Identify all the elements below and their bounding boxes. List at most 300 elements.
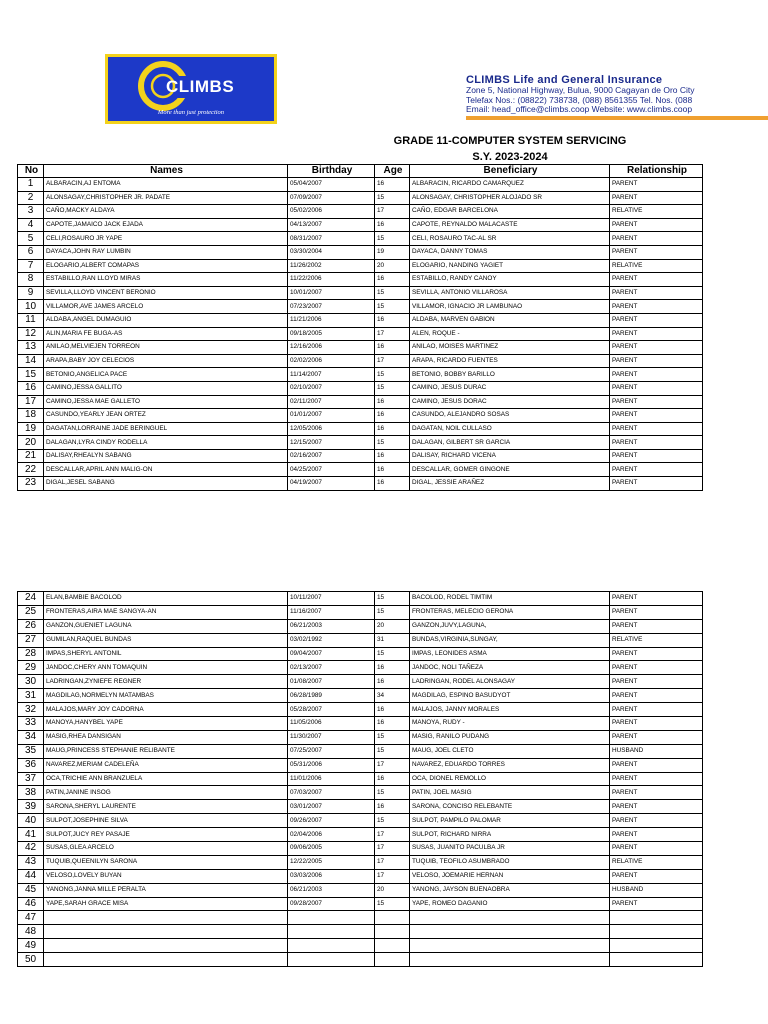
cell-birthday: 10/11/2007 <box>288 592 375 606</box>
cell-beneficiary: LADRINGAN, RODEL ALONSAGAY <box>410 675 610 689</box>
table-row <box>18 245 703 259</box>
logo-wordmark: CLIMBS <box>166 77 235 96</box>
cell-name: CAMINO,JESSA GALLITO <box>44 381 288 395</box>
cell-age: 15 <box>375 605 410 619</box>
cell-relationship: RELATIVE <box>610 855 703 869</box>
cell-name: YAPE,SARAH GRACE MISA <box>44 897 288 911</box>
cell-beneficiary: ALDABA, MARVEN GABION <box>410 313 610 327</box>
table-row <box>18 341 703 355</box>
cell-no: 47 <box>18 911 44 925</box>
cell-age: 17 <box>375 842 410 856</box>
cell-no: 36 <box>18 758 44 772</box>
cell-relationship: RELATIVE <box>610 259 703 273</box>
cell-no: 39 <box>18 800 44 814</box>
table-row <box>18 205 703 219</box>
cell-birthday: 11/16/2007 <box>288 605 375 619</box>
cell-name: CAÑO,MACKY ALDAYA <box>44 205 288 219</box>
cell-name: MANOYA,HANYBEL YAPE <box>44 717 288 731</box>
cell-no: 8 <box>18 273 44 287</box>
cell-age: 17 <box>375 354 410 368</box>
table-row <box>18 477 703 491</box>
cell-birthday: 07/23/2007 <box>288 300 375 314</box>
cell-age: 15 <box>375 730 410 744</box>
cell-beneficiary: ANILAO, MOISES MARTINEZ <box>410 341 610 355</box>
cell-beneficiary: CAMINO, JESUS DORAC <box>410 395 610 409</box>
cell-no: 42 <box>18 842 44 856</box>
cell-name: SULPOT,JOSEPHINE SILVA <box>44 814 288 828</box>
table-row <box>18 897 703 911</box>
cell-name: PATIN,JANINE INSOG <box>44 786 288 800</box>
cell-birthday: 01/01/2007 <box>288 409 375 423</box>
cell-birthday: 07/03/2007 <box>288 786 375 800</box>
cell-beneficiary: SUSAS, JUANITO PACULBA JR <box>410 842 610 856</box>
table-row <box>18 286 703 300</box>
cell-name: IMPAS,SHERYL ANTONIL <box>44 647 288 661</box>
table-row <box>18 422 703 436</box>
cell-relationship: PARENT <box>610 273 703 287</box>
cell-birthday: 07/09/2007 <box>288 191 375 205</box>
cell-beneficiary: SULPOT, PAMPILO PALOMAR <box>410 814 610 828</box>
cell-birthday: 11/01/2006 <box>288 772 375 786</box>
cell-beneficiary: DALAGAN, GILBERT SR GARCIA <box>410 436 610 450</box>
cell-beneficiary: ESTABILLO, RANDY CANOY <box>410 273 610 287</box>
cell-beneficiary: OCA, DIONEL REMOLLO <box>410 772 610 786</box>
table-row <box>18 354 703 368</box>
header-names: Names <box>44 165 288 178</box>
table-row <box>18 592 703 606</box>
cell-birthday: 02/16/2007 <box>288 449 375 463</box>
cell-birthday: 01/08/2007 <box>288 675 375 689</box>
cell-name: MAUG,PRINCESS STEPHANIE RELIBANTE <box>44 744 288 758</box>
school-year: S.Y. 2023-2024 <box>472 151 548 163</box>
cell-relationship: PARENT <box>610 730 703 744</box>
cell-birthday: 12/05/2006 <box>288 422 375 436</box>
cell-name: GUMILAN,RAQUEL BUNDAS <box>44 633 288 647</box>
table-row <box>18 786 703 800</box>
header-rule <box>466 116 768 120</box>
cell-no: 45 <box>18 883 44 897</box>
cell-age: 15 <box>375 436 410 450</box>
table-row <box>18 178 703 192</box>
cell-relationship: PARENT <box>610 409 703 423</box>
cell-name: SULPOT,JUCY REY PASAJE <box>44 828 288 842</box>
cell-no: 23 <box>18 477 44 491</box>
cell-beneficiary: CASUNDO, ALEJANDRO SOSAS <box>410 409 610 423</box>
cell-birthday: 11/30/2007 <box>288 730 375 744</box>
cell-age: 15 <box>375 897 410 911</box>
cell-no: 14 <box>18 354 44 368</box>
roster-table-page-2 <box>17 591 703 967</box>
cell-name: ALDABA,ANGEL DUMAGUIO <box>44 313 288 327</box>
cell-age: 16 <box>375 477 410 491</box>
cell-beneficiary: MASIG, RANILO PUDANG <box>410 730 610 744</box>
cell-no: 31 <box>18 689 44 703</box>
cell-beneficiary: FRONTERAS, MELECIO GERONA <box>410 605 610 619</box>
cell-name <box>44 939 288 953</box>
cell-relationship: PARENT <box>610 300 703 314</box>
cell-age: 16 <box>375 273 410 287</box>
cell-beneficiary: MAGDILAG, ESPINO BASUDYOT <box>410 689 610 703</box>
cell-beneficiary: JANDOC, NOLI TAÑEZA <box>410 661 610 675</box>
cell-birthday: 04/25/2007 <box>288 463 375 477</box>
table-row <box>18 883 703 897</box>
cell-beneficiary: GANZON,JUVY,LAGUNA, <box>410 619 610 633</box>
company-email: Email: head_office@climbs.coop Website: www.climbs.coop <box>466 104 693 114</box>
cell-beneficiary <box>410 911 610 925</box>
cell-no: 38 <box>18 786 44 800</box>
cell-name: DAYACA,JOHN RAY LUMBIN <box>44 245 288 259</box>
cell-age: 17 <box>375 758 410 772</box>
cell-birthday: 08/31/2007 <box>288 232 375 246</box>
cell-birthday: 06/21/2003 <box>288 619 375 633</box>
cell-age: 15 <box>375 592 410 606</box>
cell-age: 34 <box>375 689 410 703</box>
table-row <box>18 436 703 450</box>
company-phones: Telefax Nos.: (08822) 738738, (088) 8561355 Tel. Nos. (088 <box>466 94 693 105</box>
cell-relationship: PARENT <box>610 661 703 675</box>
cell-name: GANZON,GUENIET LAGUNA <box>44 619 288 633</box>
cell-age: 15 <box>375 368 410 382</box>
cell-birthday: 03/30/2004 <box>288 245 375 259</box>
cell-beneficiary: DAGATAN, NOIL CULLASO <box>410 422 610 436</box>
cell-age: 15 <box>375 286 410 300</box>
cell-beneficiary: SEVILLA, ANTONIO VILLAROSA <box>410 286 610 300</box>
cell-age: 16 <box>375 422 410 436</box>
cell-no: 27 <box>18 633 44 647</box>
cell-no: 22 <box>18 463 44 477</box>
table-row <box>18 232 703 246</box>
cell-age <box>375 939 410 953</box>
cell-no: 21 <box>18 449 44 463</box>
cell-age <box>375 925 410 939</box>
cell-no: 15 <box>18 368 44 382</box>
cell-birthday: 02/02/2006 <box>288 354 375 368</box>
cell-no: 43 <box>18 855 44 869</box>
cell-birthday: 05/02/2006 <box>288 205 375 219</box>
cell-name <box>44 953 288 967</box>
cell-birthday: 09/06/2005 <box>288 842 375 856</box>
cell-name: CAPOTE,JAMAICO JACK EJADA <box>44 218 288 232</box>
cell-relationship: PARENT <box>610 368 703 382</box>
cell-relationship: PARENT <box>610 842 703 856</box>
cell-relationship: PARENT <box>610 436 703 450</box>
cell-relationship: PARENT <box>610 381 703 395</box>
cell-birthday: 07/25/2007 <box>288 744 375 758</box>
cell-beneficiary: IMPAS, LEONIDES ASMA <box>410 647 610 661</box>
table-row <box>18 730 703 744</box>
table-row <box>18 689 703 703</box>
cell-age: 16 <box>375 661 410 675</box>
cell-beneficiary: VELOSO, JOEMARIE HERNAN <box>410 869 610 883</box>
table-row <box>18 939 703 953</box>
cell-beneficiary: ARAPA, RICARDO FUENTES <box>410 354 610 368</box>
cell-beneficiary: TUQUIB, TEOFILO ASUMBRADO <box>410 855 610 869</box>
cell-name: LADRINGAN,ZYNIEFE REGNER <box>44 675 288 689</box>
table-row <box>18 758 703 772</box>
table-row <box>18 300 703 314</box>
cell-age: 15 <box>375 191 410 205</box>
cell-no: 16 <box>18 381 44 395</box>
cell-relationship: PARENT <box>610 313 703 327</box>
cell-beneficiary: DIGAL, JESSIE ARAÑEZ <box>410 477 610 491</box>
cell-no: 18 <box>18 409 44 423</box>
cell-relationship: PARENT <box>610 218 703 232</box>
cell-no: 33 <box>18 717 44 731</box>
cell-age: 16 <box>375 449 410 463</box>
cell-birthday <box>288 925 375 939</box>
table-row <box>18 619 703 633</box>
cell-name: OCA,TRICHIE ANN BRANZUELA <box>44 772 288 786</box>
cell-relationship: PARENT <box>610 354 703 368</box>
company-name: CLIMBS Life and General Insurance <box>466 74 663 86</box>
header-beneficiary: Beneficiary <box>410 165 610 178</box>
cell-name: ELAN,BAMBIE BACOLOD <box>44 592 288 606</box>
cell-age: 15 <box>375 744 410 758</box>
cell-birthday: 11/05/2006 <box>288 717 375 731</box>
cell-no: 26 <box>18 619 44 633</box>
cell-birthday: 06/21/2003 <box>288 883 375 897</box>
cell-beneficiary: NAVAREZ, EDUARDO TORRES <box>410 758 610 772</box>
cell-age: 15 <box>375 232 410 246</box>
cell-birthday: 10/01/2007 <box>288 286 375 300</box>
roster-table-page-1 <box>17 164 703 491</box>
cell-name: YANONG,JANNA MILLE PERALTA <box>44 883 288 897</box>
cell-no: 32 <box>18 703 44 717</box>
cell-name: VILLAMOR,AVE JAMES ARCELO <box>44 300 288 314</box>
cell-name: DAGATAN,LORRAINE JADE BERINGUEL <box>44 422 288 436</box>
cell-name: BETONIO,ANGELICA PACE <box>44 368 288 382</box>
cell-no: 44 <box>18 869 44 883</box>
cell-no: 13 <box>18 341 44 355</box>
table-row <box>18 869 703 883</box>
cell-beneficiary: BACOLOD, RODEL TIMTIM <box>410 592 610 606</box>
logo-tagline: More than just protection <box>157 109 225 116</box>
cell-no: 5 <box>18 232 44 246</box>
cell-relationship: PARENT <box>610 605 703 619</box>
cell-beneficiary: ALEN, ROQUE - <box>410 327 610 341</box>
cell-birthday: 03/01/2007 <box>288 800 375 814</box>
cell-relationship: PARENT <box>610 191 703 205</box>
table-row <box>18 800 703 814</box>
cell-no: 48 <box>18 925 44 939</box>
cell-birthday: 05/04/2007 <box>288 178 375 192</box>
cell-beneficiary: PATIN, JOEL MASIG <box>410 786 610 800</box>
cell-relationship: PARENT <box>610 758 703 772</box>
cell-age: 15 <box>375 786 410 800</box>
company-header <box>466 74 768 120</box>
cell-relationship: PARENT <box>610 814 703 828</box>
cell-relationship: PARENT <box>610 869 703 883</box>
cell-beneficiary: SARONA, CONCISO RELEBANTE <box>410 800 610 814</box>
cell-no: 25 <box>18 605 44 619</box>
cell-beneficiary: DESCALLAR, GOMER GINGONE <box>410 463 610 477</box>
cell-no: 10 <box>18 300 44 314</box>
cell-name: FRONTERAS,AIRA MAE SANGYA-AN <box>44 605 288 619</box>
cell-beneficiary: CAÑO, EDGAR BARCELONA <box>410 205 610 219</box>
cell-age: 16 <box>375 463 410 477</box>
cell-name: DALISAY,RHEALYN SABANG <box>44 449 288 463</box>
cell-no: 40 <box>18 814 44 828</box>
cell-birthday: 02/04/2006 <box>288 828 375 842</box>
cell-beneficiary: YANONG, JAYSON BUENAOBRA <box>410 883 610 897</box>
cell-birthday: 11/14/2007 <box>288 368 375 382</box>
table-row <box>18 259 703 273</box>
cell-relationship: PARENT <box>610 828 703 842</box>
cell-no: 34 <box>18 730 44 744</box>
table-row <box>18 717 703 731</box>
cell-relationship: PARENT <box>610 717 703 731</box>
cell-relationship: PARENT <box>610 232 703 246</box>
cell-beneficiary: MAUG, JOEL CLETO <box>410 744 610 758</box>
cell-beneficiary: BUNDAS,VIRGINIA,SUNGAY, <box>410 633 610 647</box>
cell-name: DIGAL,JESEL SABANG <box>44 477 288 491</box>
cell-birthday: 09/28/2007 <box>288 897 375 911</box>
cell-age: 16 <box>375 409 410 423</box>
table-row <box>18 191 703 205</box>
cell-age: 16 <box>375 395 410 409</box>
climbs-logo <box>105 54 277 124</box>
table-row <box>18 381 703 395</box>
cell-relationship: PARENT <box>610 619 703 633</box>
cell-birthday: 03/02/1992 <box>288 633 375 647</box>
cell-no: 29 <box>18 661 44 675</box>
cell-age: 16 <box>375 218 410 232</box>
cell-age: 20 <box>375 259 410 273</box>
cell-relationship: PARENT <box>610 675 703 689</box>
cell-no: 49 <box>18 939 44 953</box>
cell-no: 3 <box>18 205 44 219</box>
cell-relationship: PARENT <box>610 786 703 800</box>
cell-beneficiary <box>410 925 610 939</box>
cell-relationship <box>610 911 703 925</box>
table-row <box>18 327 703 341</box>
cell-beneficiary <box>410 939 610 953</box>
table-row <box>18 772 703 786</box>
cell-age: 16 <box>375 717 410 731</box>
cell-relationship: PARENT <box>610 897 703 911</box>
cell-beneficiary: BETONIO, BOBBY BARILLO <box>410 368 610 382</box>
cell-age: 16 <box>375 703 410 717</box>
table-row <box>18 925 703 939</box>
cell-beneficiary: YAPE, ROMEO DAGANIO <box>410 897 610 911</box>
cell-birthday: 09/26/2007 <box>288 814 375 828</box>
document-title: GRADE 11-COMPUTER SYSTEM SERVICING <box>393 135 627 147</box>
cell-no: 20 <box>18 436 44 450</box>
cell-relationship <box>610 953 703 967</box>
cell-name: ALIN,MARIA FE BUGA-AS <box>44 327 288 341</box>
cell-birthday: 05/31/2006 <box>288 758 375 772</box>
table-row <box>18 449 703 463</box>
table-row <box>18 953 703 967</box>
cell-age: 15 <box>375 300 410 314</box>
cell-no: 12 <box>18 327 44 341</box>
cell-name: CELI,ROSAURO JR YAPE <box>44 232 288 246</box>
cell-name: ELOGARIO,ALBERT COMAPAS <box>44 259 288 273</box>
cell-beneficiary: ALONSAGAY, CHRISTOPHER ALOJADO SR <box>410 191 610 205</box>
cell-name <box>44 911 288 925</box>
cell-name: MALAJOS,MARY JOY CADORNA <box>44 703 288 717</box>
cell-relationship: PARENT <box>610 245 703 259</box>
cell-relationship: PARENT <box>610 178 703 192</box>
cell-no: 50 <box>18 953 44 967</box>
cell-name: SUSAS,GLEA ARCELO <box>44 842 288 856</box>
cell-birthday: 12/15/2007 <box>288 436 375 450</box>
cell-age: 15 <box>375 647 410 661</box>
cell-relationship: PARENT <box>610 703 703 717</box>
cell-birthday: 02/11/2007 <box>288 395 375 409</box>
cell-age: 15 <box>375 381 410 395</box>
cell-beneficiary: VILLAMOR, IGNACIO JR LAMBUNAO <box>410 300 610 314</box>
cell-relationship: PARENT <box>610 592 703 606</box>
cell-name: ESTABILLO,RAN LLOYD MIRAS <box>44 273 288 287</box>
cell-birthday: 04/19/2007 <box>288 477 375 491</box>
cell-name: NAVAREZ,MERIAM CADELEÑA <box>44 758 288 772</box>
cell-no: 24 <box>18 592 44 606</box>
cell-birthday: 11/21/2006 <box>288 313 375 327</box>
table-row <box>18 814 703 828</box>
cell-beneficiary: DAYACA, DANNY TOMAS <box>410 245 610 259</box>
cell-birthday: 09/18/2005 <box>288 327 375 341</box>
table-row <box>18 661 703 675</box>
cell-beneficiary: MALAJOS, JANNY MORALES <box>410 703 610 717</box>
cell-birthday: 11/22/2006 <box>288 273 375 287</box>
cell-birthday <box>288 911 375 925</box>
cell-birthday: 02/13/2007 <box>288 661 375 675</box>
cell-birthday: 05/28/2007 <box>288 703 375 717</box>
cell-age: 17 <box>375 205 410 219</box>
cell-name: MASIG,RHEA DANSIGAN <box>44 730 288 744</box>
cell-age: 16 <box>375 178 410 192</box>
cell-beneficiary: ALBARACIN, RICARDO CAMARQUEZ <box>410 178 610 192</box>
cell-age: 20 <box>375 883 410 897</box>
cell-name: CASUNDO,YEARLY JEAN ORTEZ <box>44 409 288 423</box>
cell-beneficiary: ELOGARIO, NANDING YAGIET <box>410 259 610 273</box>
cell-age: 16 <box>375 772 410 786</box>
cell-name: ALBARACIN,AJ ENTOMA <box>44 178 288 192</box>
cell-relationship: PARENT <box>610 477 703 491</box>
cell-age: 17 <box>375 327 410 341</box>
table-row <box>18 675 703 689</box>
cell-name: ARAPA,BABY JOY CELECIOS <box>44 354 288 368</box>
header-age: Age <box>375 165 410 178</box>
cell-relationship: PARENT <box>610 772 703 786</box>
cell-birthday: 12/22/2005 <box>288 855 375 869</box>
cell-relationship: PARENT <box>610 463 703 477</box>
cell-name: TUQUIB,QUEENILYN SARONA <box>44 855 288 869</box>
cell-age: 15 <box>375 814 410 828</box>
cell-age: 16 <box>375 800 410 814</box>
table-row <box>18 218 703 232</box>
table-row <box>18 313 703 327</box>
cell-relationship: RELATIVE <box>610 205 703 219</box>
cell-relationship: PARENT <box>610 327 703 341</box>
cell-relationship: HUSBAND <box>610 883 703 897</box>
cell-relationship: PARENT <box>610 689 703 703</box>
cell-no: 2 <box>18 191 44 205</box>
table-row <box>18 703 703 717</box>
cell-no: 37 <box>18 772 44 786</box>
table-row <box>18 395 703 409</box>
table-row <box>18 409 703 423</box>
cell-age: 16 <box>375 675 410 689</box>
cell-birthday: 04/13/2007 <box>288 218 375 232</box>
header-birthday: Birthday <box>288 165 375 178</box>
cell-relationship <box>610 939 703 953</box>
cell-relationship: HUSBAND <box>610 744 703 758</box>
cell-birthday: 03/03/2006 <box>288 869 375 883</box>
cell-relationship: PARENT <box>610 286 703 300</box>
header-no: No <box>18 165 44 178</box>
